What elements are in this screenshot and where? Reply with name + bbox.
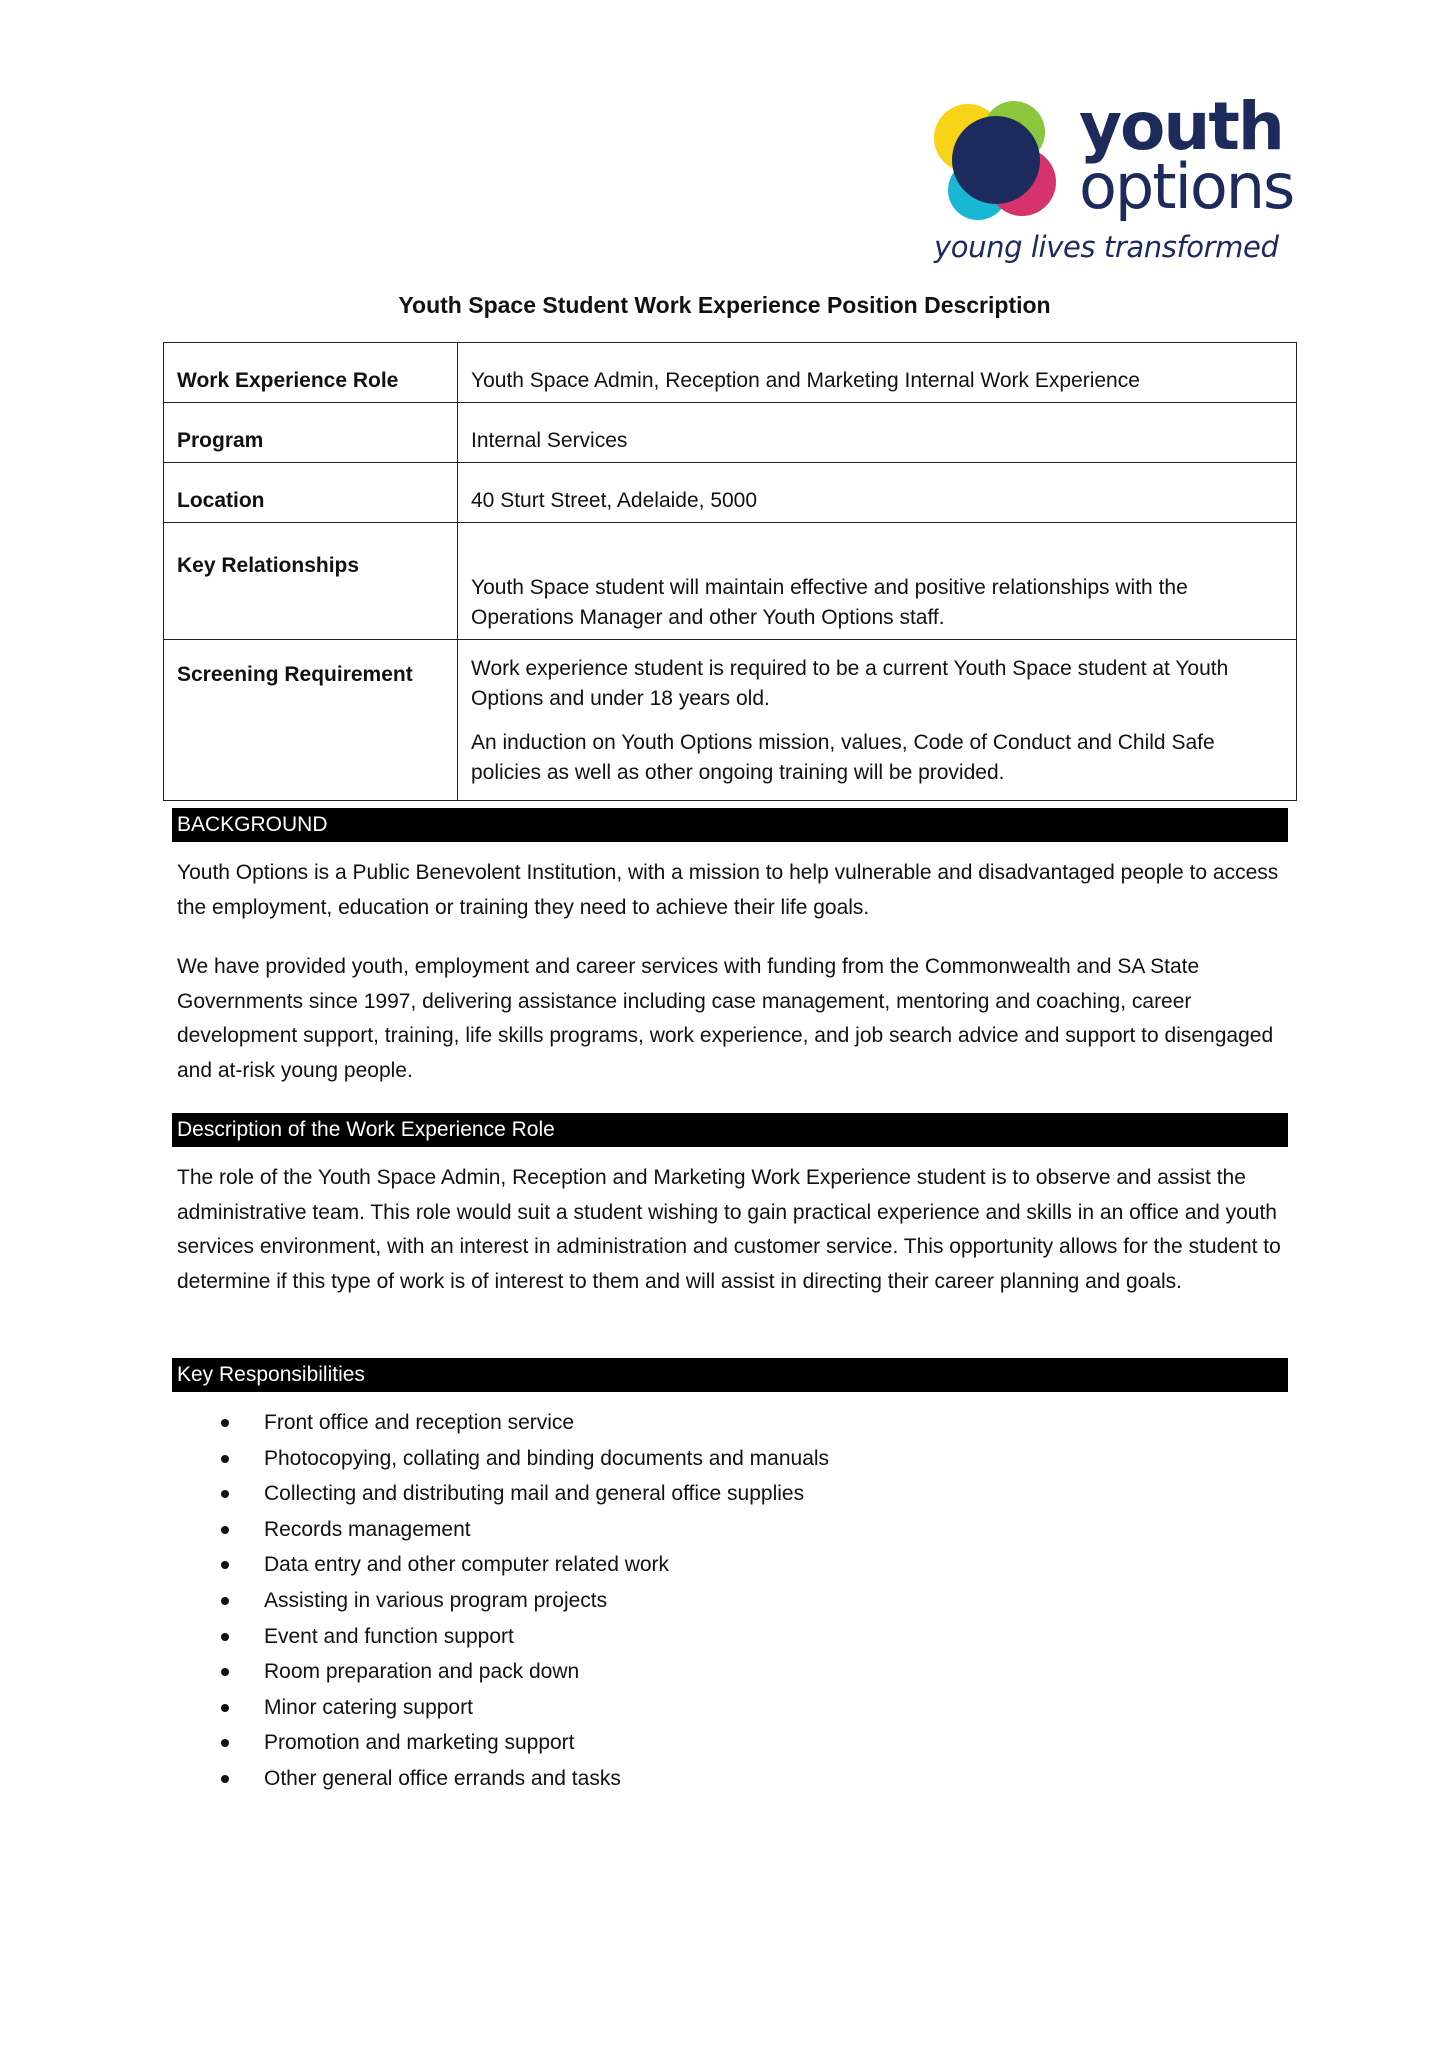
list-item xyxy=(177,1619,829,1655)
position-info-table xyxy=(163,342,1297,801)
list-item xyxy=(177,1441,829,1477)
list-item xyxy=(177,1547,829,1583)
row-value-text: Youth Space student will maintain effective and positive relationships with the Operations Manager and other Youth Options staff. xyxy=(471,576,1188,629)
bullet-icon xyxy=(221,1526,229,1534)
youth-options-logo xyxy=(928,88,1294,274)
list-item-text: Promotion and marketing support xyxy=(264,1731,575,1755)
row-value-text: Youth Space Admin, Reception and Marketing Internal Work Experience xyxy=(471,369,1140,392)
table-row xyxy=(164,523,1297,640)
bullet-icon xyxy=(221,1419,229,1427)
list-item-text: Other general office errands and tasks xyxy=(264,1766,621,1790)
row-value-location xyxy=(458,463,1297,523)
logo-word-options: options xyxy=(1079,150,1294,223)
logo-tagline: young lives transformed xyxy=(934,230,1279,264)
bullet-icon xyxy=(221,1490,229,1498)
bullet-icon xyxy=(221,1704,229,1712)
list-item xyxy=(177,1512,829,1548)
list-item-text: Records management xyxy=(264,1517,471,1541)
table-row xyxy=(164,343,1297,403)
logo-circles-icon xyxy=(928,98,1064,226)
bullet-icon xyxy=(221,1668,229,1676)
background-paragraph-1: Youth Options is a Public Benevolent Institution, with a mission to help vulnerable and disadvantaged people to access the employment, education or training they need to achieve their life goals. xyxy=(177,861,1279,919)
bullet-icon xyxy=(221,1597,229,1605)
list-item-text: Data entry and other computer related work xyxy=(264,1553,670,1577)
list-item-text: Assisting in various program projects xyxy=(264,1588,608,1612)
description-paragraph: The role of the Youth Space Admin, Reception and Marketing Work Experience student is to observe and assist the administrative team. This role would suit a student wishing to gain practical experience and skills in an office and youth services environment, with an interest in administration and customer service. This opportunity allows for the student to determine if this type of work is of interest to them and will assist in directing their career planning and goals. xyxy=(177,1166,1281,1293)
row-value-text: Internal Services xyxy=(471,429,628,452)
list-item-text: Event and function support xyxy=(264,1624,514,1648)
bullet-icon xyxy=(221,1633,229,1641)
row-label-work-experience-role: Work Experience Role xyxy=(164,343,458,403)
table-row xyxy=(164,463,1297,523)
section-heading-description: Description of the Work Experience Role xyxy=(172,1113,1288,1147)
row-label-location: Location xyxy=(164,463,458,523)
list-item xyxy=(177,1405,829,1441)
list-item xyxy=(177,1654,829,1690)
list-item-text: Room preparation and pack down xyxy=(264,1660,580,1684)
bullet-icon xyxy=(221,1561,229,1569)
bullet-icon xyxy=(221,1739,229,1747)
table-row xyxy=(164,640,1297,801)
background-paragraph-2: We have provided youth, employment and career services with funding from the Commonwealth and SA State Governments since 1997, delivering assistance including case management, mentoring and coaching, career development support, training, life skills programs, work experience, and job search advice and support to disengaged and at-risk young people. xyxy=(177,955,1274,1082)
list-item-text: Front office and reception service xyxy=(264,1411,575,1434)
logo-word-youth: youth xyxy=(1079,88,1283,165)
row-value-key-relationships xyxy=(458,523,1297,640)
row-value-text: An induction on Youth Options mission, values, Code of Conduct and Child Safe policies as well as other ongoing training will be provided. xyxy=(471,731,1215,784)
row-label-key-relationships: Key Relationships xyxy=(164,523,458,640)
row-value-text: Work experience student is required to be a current Youth Space student at Youth Options and under 18 years old. xyxy=(471,657,1229,710)
row-label-screening-requirement: Screening Requirement xyxy=(164,640,458,801)
list-item xyxy=(177,1690,829,1726)
list-item-text: Collecting and distributing mail and general office supplies xyxy=(264,1482,805,1506)
section-heading-background: BACKGROUND xyxy=(172,808,1288,842)
list-item xyxy=(177,1583,829,1619)
list-item xyxy=(177,1476,829,1512)
row-value-screening-requirement xyxy=(458,640,1297,801)
bullet-icon xyxy=(221,1455,229,1463)
row-value-text: 40 Sturt Street, Adelaide, 5000 xyxy=(471,489,758,512)
list-item-text: Photocopying, collating and binding documents and manuals xyxy=(264,1446,830,1470)
list-item-text: Minor catering support xyxy=(264,1695,473,1719)
document-title: Youth Space Student Work Experience Position Description xyxy=(398,292,1051,318)
list-item xyxy=(177,1761,829,1797)
row-value-program xyxy=(458,403,1297,463)
row-label-program: Program xyxy=(164,403,458,463)
row-value-work-experience-role xyxy=(458,343,1297,403)
bullet-icon xyxy=(221,1775,229,1783)
table-row xyxy=(164,403,1297,463)
responsibilities-list xyxy=(177,1405,829,1797)
list-item xyxy=(177,1725,829,1761)
section-heading-key-responsibilities: Key Responsibilities xyxy=(172,1358,1288,1392)
